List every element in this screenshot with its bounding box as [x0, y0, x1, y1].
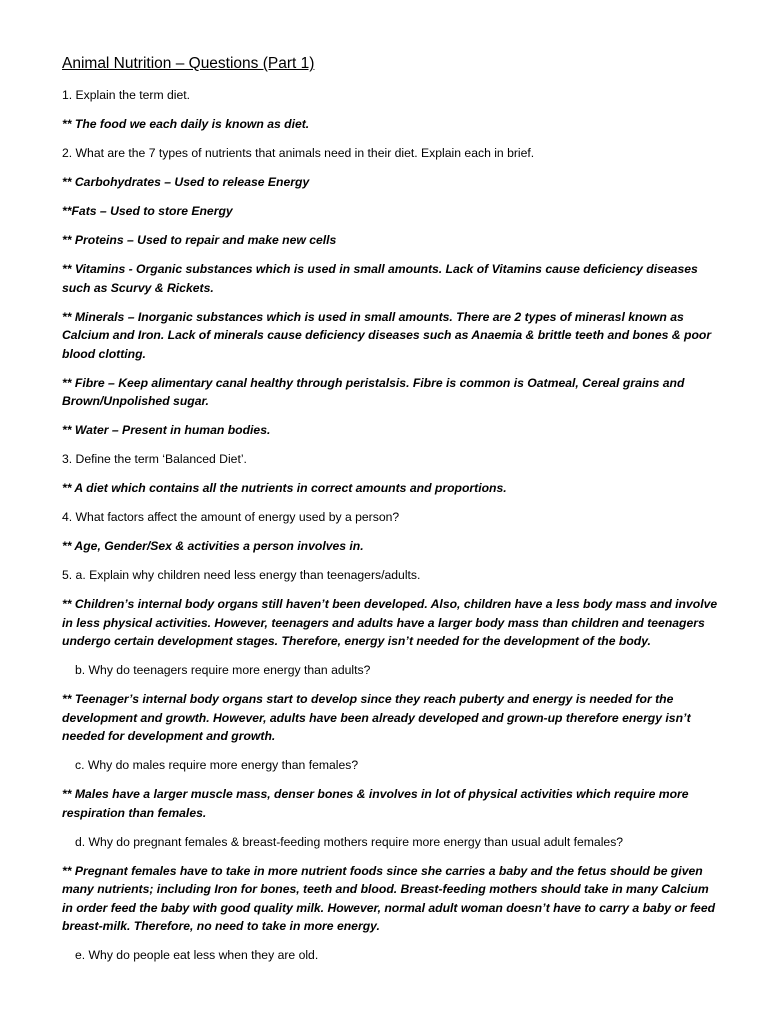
- question-text: 4. What factors affect the amount of energy used by a person?: [62, 510, 400, 524]
- question-text: 3. Define the term ‘Balanced Diet’.: [62, 452, 247, 466]
- sub-question-text: e. Why do people eat less when they are old.: [75, 948, 319, 962]
- answer-text: ** Minerals – Inorganic substances which is used in small amounts. There are 2 types of minerasl known as Calcium and Iron. Lack of minerals cause deficiency diseases such as Anaemia & brittle teeth and bones & poor blood clotting.: [62, 309, 712, 361]
- sub-question-text: b. Why do teenagers require more energy than adults?: [75, 663, 371, 677]
- sub-question-text: c. Why do males require more energy than females?: [75, 758, 359, 772]
- answer-text: ** Males have a larger muscle mass, denser bones & involves in lot of physical activities which require more respiration than females.: [62, 787, 689, 820]
- answer-text: ** The food we each daily is known as diet.: [62, 117, 310, 131]
- answer-text: ** Age, Gender/Sex & activities a person involves in.: [62, 539, 364, 553]
- answer-text: ** Fibre – Keep alimentary canal healthy through peristalsis. Fibre is common is Oatmeal, Cereal grains and Brown/Unpolished sugar.: [62, 375, 685, 408]
- document-page: [62, 54, 722, 975]
- question-text: 2. What are the 7 types of nutrients that animals need in their diet. Explain each in brief.: [62, 146, 535, 160]
- answer-text: ** Water – Present in human bodies.: [62, 423, 271, 437]
- answer-text: ** A diet which contains all the nutrients in correct amounts and proportions.: [62, 481, 507, 495]
- sub-question-text: d. Why do pregnant females & breast-feeding mothers require more energy than usual adult females?: [75, 834, 624, 849]
- answer-text: ** Children’s internal body organs still haven’t been developed. Also, children have a less body mass and involve in less physical activities. However, teenagers and adults have a larger body mass than children and teenagers undergo certain development stages. Therefore, energy isn’t needed for the development of the body.: [62, 597, 718, 648]
- question-text: 5. a. Explain why children need less energy than teenagers/adults.: [62, 568, 421, 582]
- answer-text: ** Proteins – Used to repair and make new cells: [62, 233, 337, 247]
- document-title: Animal Nutrition – Questions (Part 1): [62, 55, 315, 72]
- answer-text: **Fats – Used to store Energy: [62, 204, 233, 218]
- answer-text: ** Carbohydrates – Used to release Energy: [62, 175, 310, 189]
- answer-text: ** Teenager’s internal body organs start to develop since they reach puberty and energy is needed for the development and growth. However, adults have been already developed and grown-up therefore energy isn’t needed for development and growth.: [62, 692, 691, 743]
- answer-text: ** Pregnant females have to take in more nutrient foods since she carries a baby and the fetus should be given many nutrients; including Iron for bones, teeth and blood. Breast-feeding mothers should take in many Calcium in order feed the baby with good quality milk. However, normal adult woman doesn’t have to carry a baby or feed breast-milk. Therefore, no need to take in more energy.: [62, 863, 716, 933]
- question-text: 1. Explain the term diet.: [62, 88, 191, 102]
- answer-text: ** Vitamins - Organic substances which is used in small amounts. Lack of Vitamins cause deficiency diseases such as Scurvy & Rickets.: [62, 262, 698, 295]
- qa-body: [62, 86, 722, 965]
